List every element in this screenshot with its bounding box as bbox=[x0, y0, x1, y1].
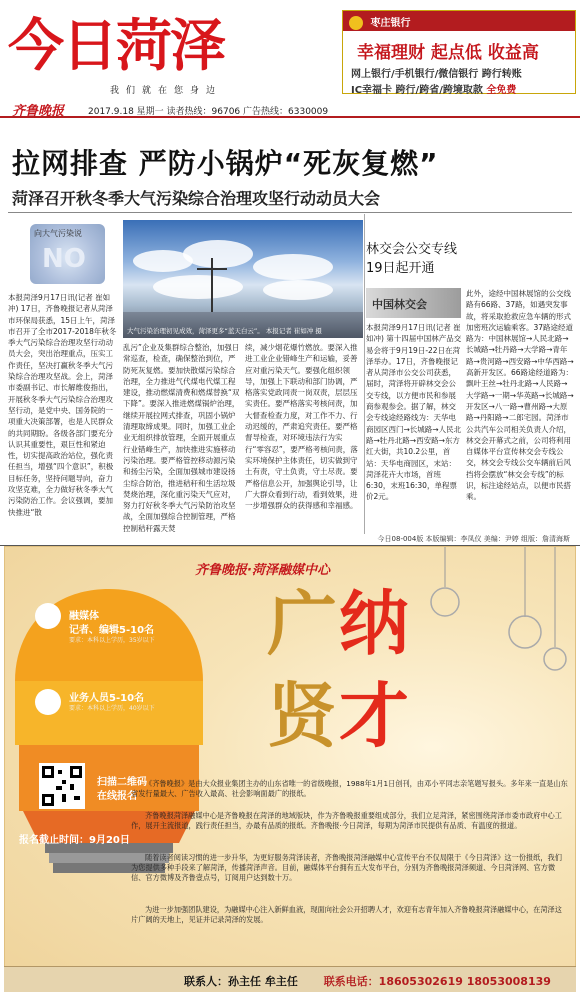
no-pollution-badge bbox=[30, 224, 105, 284]
power-pole-arm bbox=[197, 268, 227, 270]
bank-service-line-2 bbox=[351, 81, 516, 96]
photo-caption: 大气污染治理初见成效，菏泽更多“蓝天白云”。 本报记者 崔如冲 摄 bbox=[127, 327, 322, 335]
cloud-shape bbox=[263, 280, 333, 300]
bank-logo-icon bbox=[349, 16, 363, 30]
contact-people: 联系人：孙主任 牟主任 bbox=[184, 975, 298, 988]
big-char-2: 纳 bbox=[339, 583, 409, 665]
blue-sky-photo[interactable] bbox=[123, 220, 363, 338]
editor-credits: 今日08-004版 本版编辑：李凤仪 美编：尹婷 组版：詹清海斯 bbox=[377, 535, 570, 543]
job1-subtitle: 记者、编辑5-10名 bbox=[69, 625, 155, 636]
reporter-avatar-icon bbox=[35, 603, 61, 629]
article-column-3: 续，减少烟花爆竹燃放。要深入推进工业企业错峰生产和运输，妥善应对重污染天气。要强化组织领导，加强上下联动和部门协调，严格落实党政同责一岗双责，层层压实责任。要严格落实考核问责，加大督查检查力度，对工作不力、行动迟缓的，严肃追究责任。要严格督导检查，对环境违法行为实行“零容忍”，要严格考核问责，落实环境保护主体责任，切实做到守土有责，守土负责，守土尽责。要严格信息公开，加强舆论引导，让广大群众看到行动，看到效果，进一步增强群众的获得感和幸福感。 bbox=[245, 343, 358, 511]
job2-requirements: 要求：本科以上学历，40岁以下 bbox=[69, 705, 155, 712]
side-article-column-2: 此外，途经中国林展馆的公交线路有66路、37路，如遇突发事故，将采取抢救应急车辆的形式加密班次运输乘客。37路途经道路为：中国林展馆→人民北路→长城路→牡丹路→大学路→青年路→贵河路→西安路→中华西路→高新开发区。66路途经道路为：飘叶王丝→牡丹北路→人民路→大学路→一期→华英路→长城路→开发区→八一路→曹州路→大原路→丹阳路→二郎宅园。菏泽市公共汽车公司相关负责人介绍，林交会开幕式之前，公司将利用自媒体平台宣传林交会专线公交，林交会专线公交车辆前后风挡将会摆放“林交会专线”的标识，标注途经站点，以便市民搭乘。 bbox=[466, 289, 574, 502]
paper-logo: 齐鲁晚报 bbox=[12, 104, 65, 119]
forestry-fair-photo-text: 中国林交会 bbox=[372, 298, 427, 311]
bank-header bbox=[343, 11, 575, 31]
article-column-1: 本报菏泽9月17日讯(记者 崔如冲) 17日，齐鲁晚报记者从菏泽市环保局获悉，15日上午，菏泽市召开了全市2017-2018年秋冬季大气污染综合治理攻坚行动动员大会，突出治理重点，压实工作责任，坚决打赢秋冬季大气污染综合治理攻坚战。会上，菏泽市委副书记、市长解维俊指出，开展秋冬季大气污染综合治理攻坚行动，是党中央、国务院的一项重大决策部署，也是人民群众的共同期盼。各级各部门要充分认识其重要性，艰巨性和紧迫性，切实提高政治站位，强化责任担当，增强“四个意识”，积极目标任务，坚持问题导向，奋力攻坚克难，全力做好秋冬季大气污染防治工作。会议强调，要加快推进“散 bbox=[8, 293, 117, 517]
side-headline-1[interactable]: 林交会公交专线 bbox=[366, 242, 458, 257]
date-and-hotlines: 2017.9.18 星期一 读者热线：96706 广告热线：6330009 bbox=[88, 107, 329, 117]
job2-title: 业务人员5-10名 bbox=[69, 693, 145, 704]
ad-body-paragraph-2: 齐鲁晚报菏泽融媒中心是齐鲁晚报在菏泽的地域版块，作为齐鲁晚报重要组成部分，我们立足菏泽，紧密围绕菏泽市委市政府中心工作，展开主流报道，践行责任担当，办最有品质的报纸。齐鲁晚报·今日菏泽，每期为菏泽市民提供有品质、有温度的报道。 bbox=[131, 811, 562, 831]
badge-no-text: NO bbox=[42, 244, 86, 274]
ad-body-paragraph-4: 为进一步加强团队建设，为融媒中心注入新鲜血液，现面向社会公开招聘人才，欢迎有志青年加入齐鲁晚报菏泽融媒中心，在菏泽这片广阔的天地上，见证并记录菏泽的发展。 bbox=[131, 905, 562, 925]
side-article-column-1: 本报菏泽9月17日讯(记者 崔如冲) 第十四届中国林产品交易会将于9月19日-22日在菏泽举办。17日，齐鲁晚报记者从菏泽市公交公司获悉，届时，菏泽将开辟林交会公交专线，以方便市民和参展商参观参会。据了解，林交会专线途经路线为：天华电商园区西门→长城路→人民北路→牡丹北路→西安路→东方红大街，共10.2公里，首站：天华电商园区，末站：菏泽花卉大市场，首班6:30，末班16:30，单程票价2元。 bbox=[366, 323, 462, 502]
bank-advertisement[interactable] bbox=[342, 10, 576, 94]
qr-scan-label: 扫描二维码 bbox=[97, 777, 147, 788]
qr-code-icon[interactable] bbox=[39, 763, 85, 809]
ad-body-paragraph-1: 《齐鲁晚报》是由大众报业集团主办的山东省唯一的省级晚报，1988年1月1日创刊，由邓小平同志亲笔题写报头。多年来一直是山东省发行量最大、广告收入最高、社会影响面最广的报纸。 bbox=[131, 779, 568, 799]
recruitment-advertisement[interactable] bbox=[4, 546, 576, 992]
hanging-bulbs-icon bbox=[405, 547, 575, 697]
ad-body-paragraph-3: 随着读者阅读习惯的进一步升华，为更好服务菏泽读者，齐鲁晚报菏泽融媒中心宣传平台不仅局限于《今日菏泽》这一份报纸，我们为您提供多种手段来了解菏泽，传播菏泽声音。目前，融媒体平台拥有五大发布平台，分别为齐鲁晚报菏泽频道、今日菏泽网、官方微信、官方微博及齐鲁壹点号，订阅用户达到数十万。 bbox=[131, 853, 562, 883]
contact-phone[interactable]: 联系电话：18605302619 18053008139 bbox=[323, 975, 551, 988]
main-headline[interactable]: 拉网排查 严防小锅炉“死灰复燃” bbox=[12, 147, 439, 180]
contact-bar[interactable] bbox=[4, 966, 576, 992]
big-char-4: 才 bbox=[339, 675, 409, 757]
divider bbox=[8, 212, 572, 213]
cloud-shape bbox=[153, 275, 243, 299]
bank-name: 枣庄银行 bbox=[370, 18, 411, 29]
cloud-shape bbox=[183, 240, 253, 268]
big-char-1: 广 bbox=[267, 583, 337, 665]
deadline-text: 报名截止时间：9月20日 bbox=[19, 835, 130, 846]
article-column-2: 乱污”企业及集群综合整治，加强日常巡查，检查，确保整治到位，严防死灰复燃。要加快散煤污染综合治理，全力推进气代煤电代煤工程建设，推动燃煤清费和燃煤替换“双下降”。要深入推进燃煤锅炉治理，继续开展拉网式排查，巩固小锅炉清理取缔成果。同时，加强工业企业无组织排放管理，全面开展重点行业错峰生产，加快推进实施移动污染治理。要严格管控移动源污染和扬尘污染，全面加强城市建设扬尘综合防治，推进秸秆和生活垃圾焚烧治理，深化重污染天气应对，努力打好秋冬季大气污染防治攻坚战，全面加强综合控制管理，严格控制秸秆露天焚 bbox=[123, 343, 240, 532]
media-center-logo: 齐鲁晚报·菏泽融媒中心 bbox=[195, 563, 330, 578]
cloud-shape bbox=[253, 254, 333, 280]
qr-apply-label: 在线报名 bbox=[97, 791, 137, 802]
newspaper-title: 今日菏泽 bbox=[8, 14, 224, 79]
badge-title: 向大气污染说 bbox=[34, 229, 82, 238]
job1-requirements: 要求：本科以上学历，35岁以下 bbox=[69, 637, 155, 644]
job1-title: 融媒体 bbox=[69, 611, 99, 622]
main-subheadline: 菏泽召开秋冬季大气污染综合治理攻坚行动动员大会 bbox=[12, 189, 381, 208]
big-char-3: 贤 bbox=[267, 675, 337, 757]
side-headline-2[interactable]: 19日起开通 bbox=[366, 261, 435, 276]
bank-slogan: 幸福理财 起点低 收益高 bbox=[357, 43, 539, 63]
newspaper-slogan: 我们就在您身边 bbox=[110, 86, 223, 96]
page-footer bbox=[0, 534, 580, 546]
qr-code-pattern bbox=[42, 766, 82, 806]
bank-line-2-prefix: IC幸福卡 跨行/跨省/跨境取款 bbox=[351, 85, 483, 96]
sales-avatar-icon bbox=[35, 689, 61, 715]
bank-service-line-1: 网上银行/手机银行/微信银行 跨行转账 bbox=[351, 69, 522, 80]
column-divider bbox=[364, 214, 365, 534]
bank-free-highlight: 全免费 bbox=[486, 85, 517, 96]
